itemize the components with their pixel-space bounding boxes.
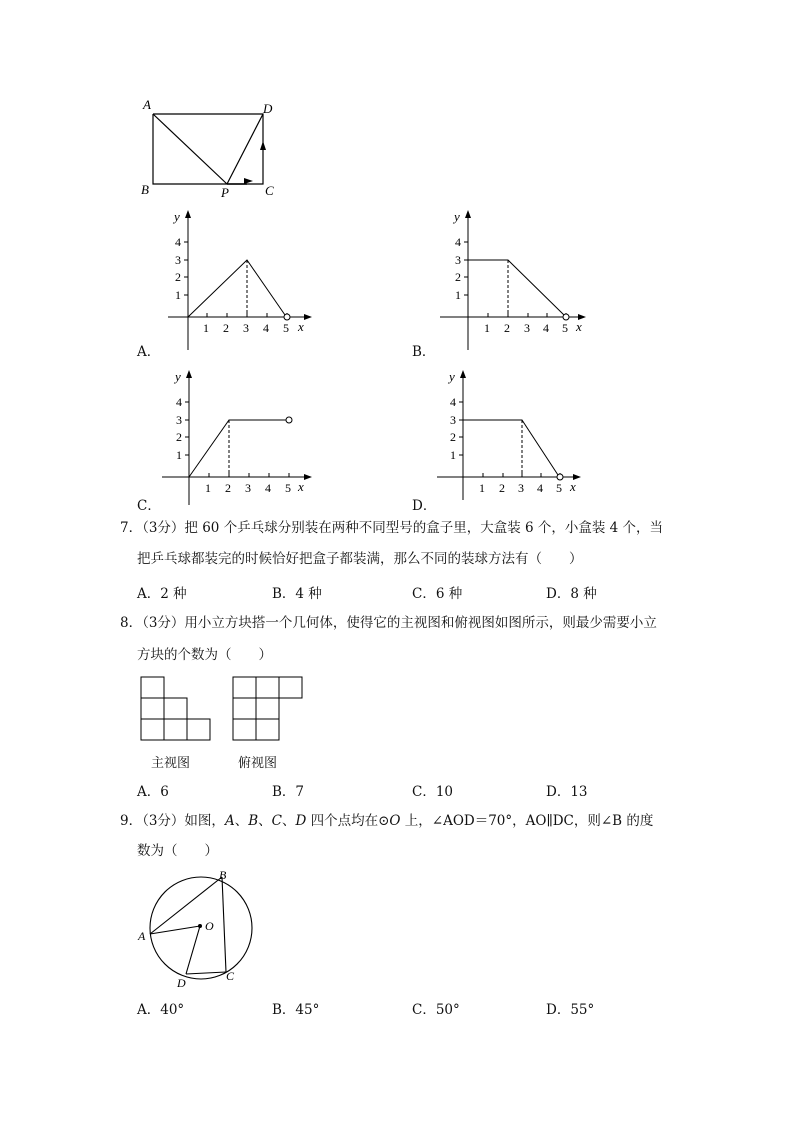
svg-text:5: 5 (556, 481, 562, 495)
svg-text:3: 3 (175, 253, 181, 267)
front-view-figure (140, 676, 215, 746)
svg-text:4: 4 (175, 235, 181, 249)
q9-option-b[interactable]: B．45° (272, 1002, 320, 1018)
q7-option-c[interactable]: C．6 种 (412, 586, 463, 602)
q8-option-d[interactable]: D．13 (546, 784, 588, 800)
q8-option-c[interactable]: C．10 (412, 784, 454, 800)
svg-text:x: x (576, 319, 582, 334)
graph-option-b (430, 205, 600, 355)
svg-text:4: 4 (263, 321, 269, 335)
svg-text:x: x (298, 319, 304, 334)
svg-text:2: 2 (175, 270, 181, 284)
label-D: D (263, 101, 273, 116)
top-view-figure (232, 676, 307, 746)
option-b-label[interactable]: B． (412, 344, 436, 360)
svg-text:1: 1 (450, 448, 456, 462)
svg-text:5: 5 (562, 321, 568, 335)
q7-option-d[interactable]: D．8 种 (546, 586, 597, 602)
svg-text:3: 3 (455, 253, 461, 267)
label-P: P (221, 185, 229, 200)
svg-text:y: y (175, 369, 181, 384)
q8-text-line1: 8．（3分）用小立方块搭一个几何体，使得它的主视图和俯视图如图所示，则最少需要小立 (120, 615, 657, 631)
svg-text:y: y (174, 209, 180, 224)
q9-option-a[interactable]: A．40° (137, 1002, 185, 1018)
option-d-label[interactable]: D． (412, 498, 437, 514)
q8-option-a[interactable]: A．6 (137, 784, 169, 800)
svg-text:y: y (449, 369, 455, 384)
svg-text:3: 3 (524, 321, 530, 335)
svg-text:B: B (219, 868, 227, 882)
svg-text:4: 4 (543, 321, 549, 335)
option-c-label[interactable]: C． (137, 498, 161, 514)
svg-text:4: 4 (537, 481, 543, 495)
front-view-caption: 主视图 (151, 756, 191, 771)
svg-text:x: x (298, 479, 304, 494)
q9-text-line1: 9．（3分）如图，A、B、C、D 四个点均在⊙O 上，∠AOD＝70°，AO∥DC，则∠B 的度 (120, 813, 654, 829)
svg-text:1: 1 (176, 448, 182, 462)
label-B: B (141, 182, 149, 197)
svg-text:C: C (226, 969, 235, 983)
svg-text:2: 2 (499, 481, 505, 495)
svg-text:5: 5 (285, 481, 291, 495)
svg-text:2: 2 (176, 430, 182, 444)
svg-text:4: 4 (450, 395, 456, 409)
label-C: C (265, 183, 274, 198)
svg-text:2: 2 (455, 270, 461, 284)
option-a-label[interactable]: A． (137, 344, 161, 360)
svg-text:4: 4 (265, 481, 271, 495)
svg-text:3: 3 (450, 413, 456, 427)
svg-text:3: 3 (176, 413, 182, 427)
rectangle-figure (135, 95, 285, 205)
q9-option-c[interactable]: C．50° (412, 1002, 460, 1018)
svg-text:3: 3 (518, 481, 524, 495)
q8-option-b[interactable]: B．7 (272, 784, 305, 800)
graph-option-d (425, 365, 595, 515)
svg-text:2: 2 (225, 481, 231, 495)
svg-text:4: 4 (176, 395, 182, 409)
svg-text:4: 4 (455, 235, 461, 249)
q7-option-b[interactable]: B．4 种 (272, 586, 322, 602)
q9-option-d[interactable]: D．55° (546, 1002, 595, 1018)
graph-option-a (150, 205, 320, 355)
svg-text:3: 3 (245, 481, 251, 495)
q9-text-line2: 数为（ ） (137, 843, 218, 859)
svg-text:1: 1 (203, 321, 209, 335)
svg-text:1: 1 (205, 481, 211, 495)
q8-text-line2: 方块的个数为（ ） (137, 647, 272, 663)
circle-figure (130, 862, 260, 992)
svg-text:x: x (570, 479, 576, 494)
svg-text:1: 1 (455, 288, 461, 302)
svg-text:D: D (177, 976, 186, 990)
svg-text:O: O (205, 919, 214, 933)
svg-text:1: 1 (479, 481, 485, 495)
svg-text:2: 2 (504, 321, 510, 335)
graph-option-c (150, 365, 320, 515)
svg-text:2: 2 (450, 430, 456, 444)
svg-text:5: 5 (283, 321, 289, 335)
svg-text:A: A (138, 929, 146, 943)
top-view-caption: 俯视图 (238, 756, 278, 771)
svg-text:1: 1 (175, 288, 181, 302)
svg-text:2: 2 (223, 321, 229, 335)
q7-text-line1: 7．（3分）把 60 个乒乓球分别装在两种不同型号的盒子里，大盒装 6 个，小盒装 4 个，当 (120, 520, 664, 536)
q7-text-line2: 把乒乓球都装完的时候恰好把盒子都装满，那么不同的装球方法有（ ） (137, 551, 583, 567)
svg-text:1: 1 (484, 321, 490, 335)
svg-text:y: y (454, 209, 460, 224)
svg-text:3: 3 (243, 321, 249, 335)
label-A: A (143, 97, 151, 112)
q7-option-a[interactable]: A．2 种 (137, 586, 187, 602)
